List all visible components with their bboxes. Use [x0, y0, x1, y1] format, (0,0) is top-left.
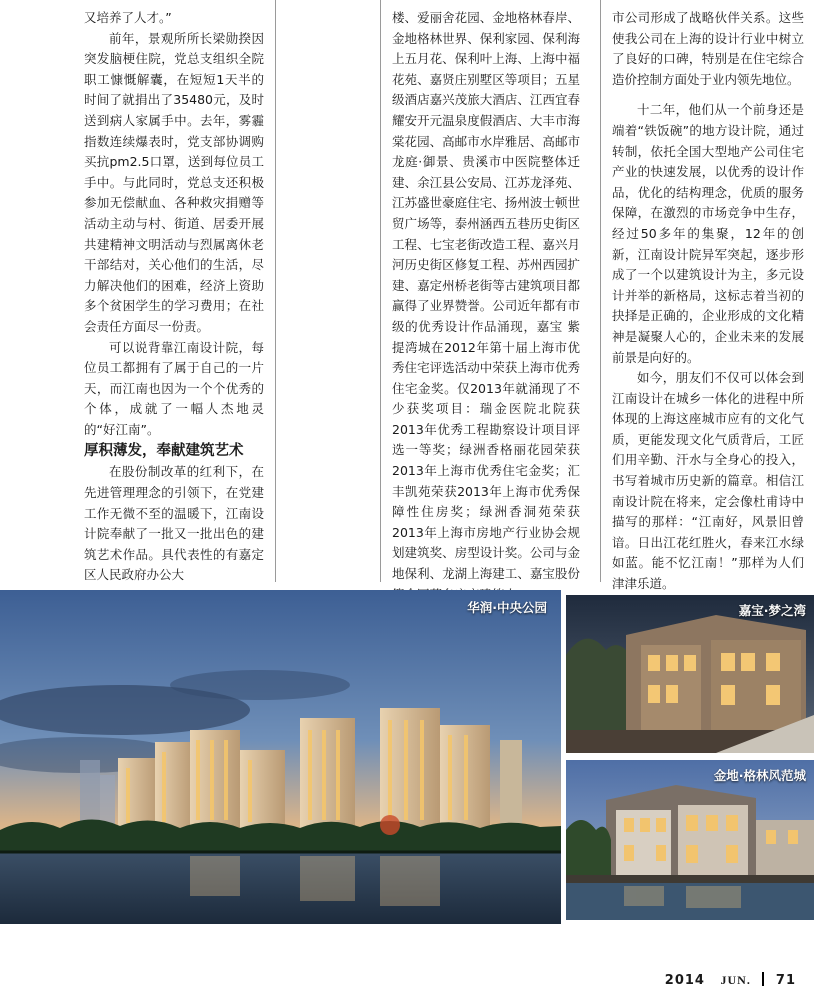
footer-separator: [762, 972, 764, 986]
text-column-2: [392, 8, 580, 605]
column-divider: [275, 0, 276, 582]
paragraph: 如今，朋友们不仅可以体会到江南设计在城乡一体化的进程中所体现的上海这座城市应有的文化气质，更能发现文化气质背后，工匠们用辛勤、汗水与全身心的投入，书写着城市历史新的篇章。相信江南设计院在将来，定会像杜甫诗中描写的那样：“江南好，风景旧曾谙。日出江花红胜火，春来江水绿如蓝。能不忆江南！”那样为人们津津乐道。: [612, 370, 804, 592]
paragraph: 前年，景观所所长梁勋揆因突发脑梗住院，党总支组织全院职工慷慨解囊，在短短1天半的时间了就捐出了35480元，及时送到病人家属手中。去年，雾霾指数连续爆表时，党支部协调购买抗pm2.5口罩，送到每位员工手中。与此同时，党总支还积极参加无偿献血、各种救灾捐赠等活动主动与村、街道、居委开展共建精神文明活动与烈属离休老干部结对，关心他们的生活，尽力解决他们的困难，经济上资助多个贫困学生的学习费用；在社会责任方面尽一份责。: [84, 30, 264, 334]
photo-caption: 金地·格林风范城: [713, 768, 806, 783]
column-divider: [600, 0, 601, 582]
paragraph: 可以说背靠江南设计院，每位员工都拥有了属于自己的一片天，而江南也因为一个个优秀的个体，成就了一幅人杰地灵的“好江南”。: [84, 339, 264, 437]
paragraph: 又培养了人才。”: [84, 10, 172, 25]
photo-caption: 华润·中央公园: [467, 600, 547, 615]
main-architecture-photo: [0, 590, 561, 924]
page-footer: [665, 972, 796, 988]
paragraph: 在股份制改革的红利下，在先进管理理念的引领下，在党建工作无微不至的温暖下，江南设计院奉献了一批又一批出色的建筑艺术作品。具代表性的有嘉定区人民政府办公大: [84, 464, 264, 583]
villa-photo-bottom: [566, 760, 814, 920]
paragraph: 楼、爱丽舍花园、金地格林春岸、金地格林世界、保利家园、保利海上五月花、保利叶上海、上海中福花苑、嘉贤庄别墅区等项目；五星级酒店嘉兴茂旅大酒店、江西宜春耀安开元温泉度假酒店、大丰市海棠花园、高邮市水岸雅居、高邮市龙庭·御景、贵溪市中医院整体迁建、余江县公安局、江苏龙泽苑、江苏盛世豪庭住宅、扬州波士顿世贸广场等，泰州涵西五巷历史街区工程、七宝老街改造工程、嘉兴月河历史街区修复工程、苏州西园扩建、嘉定州桥老街等古建筑项目都赢得了业界赞誉。公司近年都有市级的优秀设计作品涌现，嘉宝 紫提湾城在2012年第十届上海市优秀住宅评选活动中荣获上海市优秀住宅金奖。仅2013年就涌现了不少获奖项目：瑞金医院北院获2013年优秀工程勘察设计项目评选一等奖；绿洲香格丽花园荣获2013年上海市优秀住宅金奖；汇丰凯苑荣获2013年上海市优秀保障性住房奖；绿洲香洞苑荣获2013年上海市房地产行业协会规划建筑奖、房型设计奖。公司与金地保利、龙湖上海建工、嘉宝股份: [392, 10, 580, 582]
photo-caption: 嘉宝·梦之湾: [738, 603, 806, 618]
paragraph: 市公司形成了战略伙伴关系。这些使我公司在上海的设计行业中树立了良好的口碑，特别是在住宅综合造价控制方面处于业内领先地位。: [612, 10, 804, 87]
section-heading: 厚积薄发，奉献建筑艺术: [84, 443, 244, 460]
text-column-3: [612, 8, 804, 595]
page-number: 71: [775, 973, 796, 988]
villa-photo-top: [566, 595, 814, 753]
footer-month: JUN.: [720, 973, 751, 987]
text-column-1: [84, 8, 264, 586]
paragraph: 十二年，他们从一个前身还是端着“铁饭碗”的地方设计院，通过转制，依托全国大型地产公司住宅产业的快速发展，以优秀的设计作品，优化的结构理念，优质的服务保障，在激烈的市场竞争中生存，经过50多年的集聚，12年的创新，江南设计院异军突起，逐步形成了一个以建筑设计为主，多元设计并举的新格局，这标志着当初的抉择是正确的，企业形成的文化精神是凝聚人心的，企业未来的发展前景是向好的。: [612, 102, 804, 365]
footer-year: 2014: [664, 973, 705, 988]
column-divider: [380, 0, 381, 582]
